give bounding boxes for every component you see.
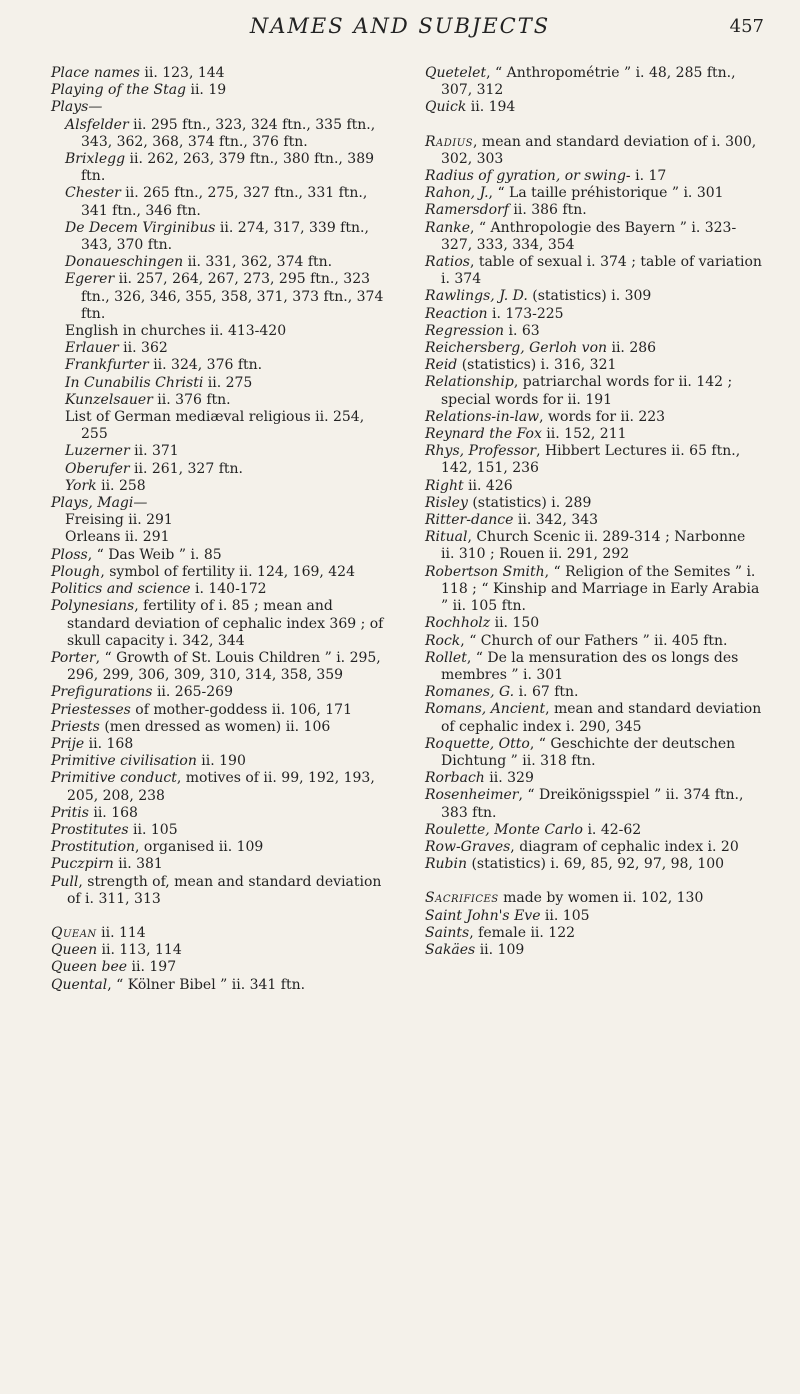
index-entry-locators: (statistics) i. 69, 85, 92, 97, 98, 100 <box>467 856 725 873</box>
index-entry <box>51 495 389 512</box>
index-entry-heading: Rubin <box>425 856 468 873</box>
index-entry <box>51 409 389 443</box>
index-entry <box>425 633 763 650</box>
index-entry-locators: , “ De la mensuration des os longs des membres ” i. 301 <box>441 649 739 683</box>
index-entry-locators: ii. 114 <box>96 924 146 941</box>
index-entry-heading: Frankfurter <box>65 357 149 374</box>
index-entry <box>425 822 763 839</box>
index-entry <box>51 598 389 650</box>
index-entry <box>425 478 763 495</box>
index-entry <box>425 942 763 959</box>
index-entry-heading: Priestesses <box>51 701 131 718</box>
page-header <box>0 14 800 50</box>
index-entry-heading: Pull <box>51 873 79 890</box>
index-entry-heading: Romans, Ancient <box>425 701 546 718</box>
index-entry <box>51 99 389 116</box>
page-number: 457 <box>729 16 764 37</box>
index-entry <box>51 529 389 546</box>
index-entry-locators: (statistics) i. 316, 321 <box>457 357 617 374</box>
index-entry <box>51 443 389 460</box>
index-entry-locators: , “ La taille préhistorique ” i. 301 <box>488 185 724 202</box>
index-entry-locators: , table of sexual i. 374 ; table of variation i. 374 <box>441 254 762 288</box>
index-entry-heading: Prefigurations <box>51 684 153 701</box>
index-entry <box>425 495 763 512</box>
index-entry <box>425 564 763 616</box>
index-entry-heading: Prije <box>51 735 85 752</box>
index-entry-heading: Reaction <box>425 305 488 322</box>
index-entry-heading: Playing of the Stag <box>51 82 187 99</box>
index-entry <box>425 254 763 288</box>
index-entry-locators: ii. 295 ftn., 323, 324 ftn., 335 ftn., 343, 362, 368, 374 ftn., 376 ftn. <box>81 116 376 150</box>
index-entry-heading: Rosenheimer <box>425 787 519 804</box>
index-entry <box>51 650 389 684</box>
index-entry-heading: Plays— <box>51 99 103 116</box>
index-entry <box>51 684 389 701</box>
index-entry <box>51 271 389 323</box>
index-entry <box>425 168 763 185</box>
index-entry <box>51 822 389 839</box>
index-entry-heading: Roquette, Otto <box>425 735 530 752</box>
index-entry-heading: Queen <box>51 942 98 959</box>
index-entry-heading: Brixlegg <box>65 151 126 168</box>
index-entry <box>51 547 389 564</box>
index-entry-locators: i. 67 ftn. <box>514 684 579 701</box>
index-entry-heading: Quetelet <box>425 65 487 81</box>
index-entry-locators: ii. 105 <box>128 821 178 838</box>
index-entry-locators: (statistics) i. 309 <box>527 288 652 305</box>
index-entry-locators: , diagram of cephalic index i. 20 <box>510 838 739 855</box>
index-entry-locators: , “ Religion of the Semites ” i. 118 ; “ Kinship and Marriage in Early Arabia ” ii. 105 ftn. <box>441 563 760 615</box>
index-entry <box>425 99 763 116</box>
index-entry-locators: of mother-goddess ii. 106, 171 <box>130 701 352 718</box>
index-entry-heading: De Decem Virginibus <box>65 219 216 236</box>
index-entry-heading: Rawlings, J. D. <box>425 288 528 305</box>
index-column-right <box>425 65 763 959</box>
index-entry <box>425 323 763 340</box>
index-entry <box>425 374 763 408</box>
index-entry-locators: ii. 426 <box>463 477 513 494</box>
index-entry-heading: Relationship <box>425 374 514 391</box>
index-entry <box>51 856 389 873</box>
index-entry-locators: , mean and standard deviation of cephalic index i. 290, 345 <box>441 701 762 735</box>
index-entry-heading: Quental <box>51 976 108 993</box>
index-entry <box>425 202 763 219</box>
index-entry-heading: Saints <box>425 924 470 941</box>
index-entry-heading: Rhys, Professor <box>425 443 537 460</box>
index-entry <box>51 942 389 959</box>
index-entry-locators: ii. 168 <box>84 735 134 752</box>
index-entry-locators: ii. 257, 264, 267, 273, 295 ftn., 323 ftn., 326, 346, 355, 358, 371, 373 ftn., 374 ftn. <box>81 271 384 322</box>
index-entry <box>51 839 389 856</box>
index-entry-locators: ii. 258 <box>96 477 146 494</box>
index-entry-locators: ii. 324, 376 ftn. <box>148 357 263 374</box>
index-entry <box>425 443 763 477</box>
index-entry <box>425 340 763 357</box>
index-entry-heading: Ritter-dance <box>425 512 514 529</box>
index-entry-heading: York <box>65 477 97 494</box>
index-entry-locators: ii. 109 <box>475 941 525 958</box>
index-entry <box>51 977 389 994</box>
index-entry <box>425 529 763 563</box>
index-entry-heading: Rochholz <box>425 615 491 632</box>
index-entry <box>51 478 389 495</box>
index-entry-locators: ii. 381 <box>113 856 163 873</box>
index-entry-heading: Oberufer <box>65 460 130 477</box>
index-entry-locators: , “ Dreikönigsspiel ” ii. 374 ftn., 383 ftn. <box>441 787 744 821</box>
index-entry-locators: , female ii. 122 <box>469 924 576 941</box>
index-entry <box>425 615 763 632</box>
index-entry-locators: English in churches ii. 413-420 <box>65 323 287 340</box>
index-entry-locators: ii. 105 <box>540 907 590 924</box>
index-entry-heading: Egerer <box>65 271 115 288</box>
index-entry <box>51 770 389 804</box>
index-entry-locators: , “ Geschichte der deutschen Dichtung ” ii. 318 ftn. <box>441 735 736 769</box>
index-entry <box>51 959 389 976</box>
index-entry-heading: Sacrifices <box>425 890 499 907</box>
index-entry <box>425 701 763 735</box>
index-entry <box>425 856 763 873</box>
index-entry-locators: ii. 265 ftn., 275, 327 ftn., 331 ftn., 341 ftn., 346 ftn. <box>81 185 368 219</box>
index-entry-heading: Primitive civilisation <box>51 753 197 770</box>
index-entry <box>425 357 763 374</box>
index-column-left <box>51 65 389 994</box>
index-entry-locators: , Church Scenic ii. 289-314 ; Narbonne ii. 310 ; Rouen ii. 291, 292 <box>441 529 746 563</box>
index-entry <box>51 65 389 82</box>
index-entry-heading: Rock <box>425 632 461 649</box>
index-entry <box>425 512 763 529</box>
index-entry <box>51 357 389 374</box>
index-entry-heading: Place names <box>51 65 140 81</box>
index-entry-locators: i. 42-62 <box>583 821 642 838</box>
index-entry <box>425 409 763 426</box>
index-entry <box>425 684 763 701</box>
index-entry-locators: , “ Anthropologie des Bayern ” i. 323-327, 333, 334, 354 <box>441 219 737 253</box>
index-entry-heading: Risley <box>425 494 468 511</box>
index-entry <box>51 151 389 185</box>
index-entry-heading: Priests <box>51 718 100 735</box>
index-entry-locators: , symbol of fertility ii. 124, 169, 424 <box>100 563 356 580</box>
index-entry-heading: Prostitutes <box>51 821 129 838</box>
index-entry-locators: ii. 194 <box>466 99 516 116</box>
index-entry <box>51 512 389 529</box>
index-entry-heading: Ratios <box>425 254 470 271</box>
index-entry <box>425 839 763 856</box>
index-entry <box>51 581 389 598</box>
index-entry-heading: Rorbach <box>425 770 485 787</box>
index-entry-locators: Freising ii. 291 <box>65 512 173 529</box>
index-entry-heading: Alsfelder <box>65 116 129 133</box>
index-entry-heading: Roulette, Monte Carlo <box>425 821 583 838</box>
index-entry-locators: ii. 286 <box>607 340 657 357</box>
index-entry-locators: , words for ii. 223 <box>539 408 666 425</box>
index-entry-locators: ii. 197 <box>127 959 177 976</box>
index-entry <box>425 908 763 925</box>
index-entry-heading: Regression <box>425 322 505 339</box>
index-entry <box>51 220 389 254</box>
index-entry-locators: , fertility of i. 85 ; mean and standard deviation of cephalic index 369 ; of skull capacity i. 342, 344 <box>67 598 384 649</box>
index-entry-locators: made by women ii. 102, 130 <box>498 890 704 907</box>
index-entry-locators: ii. 275 <box>203 374 253 391</box>
index-entry <box>51 375 389 392</box>
index-entry-heading: Quean <box>51 924 97 941</box>
index-entry-locators: ii. 19 <box>186 82 227 99</box>
index-entry-locators: ii. 342, 343 <box>513 512 599 529</box>
index-entry <box>425 185 763 202</box>
index-entry-locators: i. 17 <box>630 168 667 185</box>
index-entry <box>425 220 763 254</box>
index-entry <box>51 117 389 151</box>
index-entry-heading: Chester <box>65 185 121 202</box>
index-entry-locators: ii. 168 <box>88 804 138 821</box>
index-entry-heading: Pritis <box>51 804 89 821</box>
index-entry-heading: Luzerner <box>65 443 130 460</box>
index-entry-locators: List of German mediæval religious ii. 254, 255 <box>65 409 365 443</box>
index-entry-locators: , organised ii. 109 <box>135 839 264 856</box>
index-entry-heading: Reichersberg, Gerloh von <box>425 340 608 357</box>
index-entry <box>51 185 389 219</box>
index-entry-locators: , “ Church of our Fathers ” ii. 405 ftn. <box>460 632 728 649</box>
index-entry-locators: ii. 123, 144 <box>139 65 225 81</box>
index-entry <box>51 736 389 753</box>
index-entry-heading: Right <box>425 477 464 494</box>
index-entry-locators: , “ Kölner Bibel ” ii. 341 ftn. <box>107 976 306 993</box>
index-entry <box>51 564 389 581</box>
index-entry-locators: Orleans ii. 291 <box>65 529 170 546</box>
index-entry-heading: In Cunabilis Christi <box>65 374 204 391</box>
index-entry <box>425 288 763 305</box>
index-entry <box>425 770 763 787</box>
index-entry-locators: i. 63 <box>504 322 540 339</box>
index-entry-heading: Donaueschingen <box>65 254 184 271</box>
index-entry <box>51 392 389 409</box>
index-entry-heading: Puczpirn <box>51 856 114 873</box>
index-entry-locators: ii. 331, 362, 374 ftn. <box>183 254 333 271</box>
index-entry-heading: Ranke <box>425 219 470 236</box>
index-entry <box>425 650 763 684</box>
index-entry-heading: Reynard the Fox <box>425 426 542 443</box>
index-entry <box>51 461 389 478</box>
running-title: NAMES AND SUBJECTS <box>249 14 551 38</box>
index-entry-locators: ii. 113, 114 <box>97 942 182 959</box>
index-entry <box>425 306 763 323</box>
index-entry-locators: ii. 152, 211 <box>541 426 627 443</box>
index-entry-heading: Plays, Magi— <box>51 495 148 512</box>
index-entry-locators: ii. 386 ftn. <box>508 202 587 219</box>
index-entry-heading: Rollet <box>425 649 467 666</box>
index-entry-heading: Primitive conduct <box>51 770 177 787</box>
index-entry-heading: Queen bee <box>51 959 128 976</box>
index-entry <box>425 736 763 770</box>
index-entry-heading: Radius <box>425 133 474 150</box>
index-entry <box>51 874 389 908</box>
index-entry-locators: , patriarchal words for ii. 142 ; special words for ii. 191 <box>441 374 733 408</box>
index-entry-heading: Ramersdorf <box>425 202 509 219</box>
index-entry-heading: Politics and science <box>51 581 191 598</box>
index-entry-locators: ii. 262, 263, 379 ftn., 380 ftn., 389 ftn. <box>81 151 375 185</box>
index-entry <box>51 254 389 271</box>
index-entry-locators: , “ Anthropométrie ” i. 48, 285 ftn., 307, 312 <box>441 65 736 99</box>
index-entry-locators: ii. 274, 317, 339 ftn., 343, 370 ftn. <box>81 219 369 254</box>
index-entry <box>425 65 763 99</box>
index-entry-locators: ii. 376 ftn. <box>152 391 231 408</box>
index-entry-locators: ii. 190 <box>196 753 246 770</box>
index-entry <box>425 787 763 821</box>
index-entry-heading: Radius of gyration, or swing- <box>425 168 631 185</box>
index-entry <box>51 82 389 99</box>
index-entry-heading: Row-Graves <box>425 838 511 855</box>
index-entry-locators: ii. 261, 327 ftn. <box>129 460 243 477</box>
index-entry-heading: Romanes, G. <box>425 684 515 701</box>
index-entry-locators: , “ Das Weib ” i. 85 <box>87 546 222 563</box>
index-entry-heading: Quick <box>425 99 467 116</box>
index-entry-heading: Ploss <box>51 546 88 563</box>
index-entry <box>51 702 389 719</box>
index-entry <box>51 925 389 942</box>
index-entry-heading: Relations-in-law <box>425 408 540 425</box>
index-entry <box>425 134 763 168</box>
index-entry-locators: , mean and standard deviation of i. 300, 302, 303 <box>441 133 757 167</box>
index-entry-heading: Saint John's Eve <box>425 907 541 924</box>
index-entry-heading: Polynesians <box>51 598 135 615</box>
index-entry-locators: , strength of, mean and standard deviation of i. 311, 313 <box>67 873 382 907</box>
index-entry-heading: Kunzelsauer <box>65 391 153 408</box>
index-entry-heading: Rahon, J. <box>425 185 489 202</box>
index-entry-heading: Reid <box>425 357 458 374</box>
index-entry <box>425 426 763 443</box>
index-entry <box>51 340 389 357</box>
index-entry <box>425 925 763 942</box>
index-entry <box>51 753 389 770</box>
index-entry-locators: (statistics) i. 289 <box>467 494 592 511</box>
index-entry-locators: ii. 362 <box>118 340 168 357</box>
index-entry-heading: Porter <box>51 649 96 666</box>
index-entry-locators: , Hibbert Lectures ii. 65 ftn., 142, 151, 236 <box>441 443 741 477</box>
index-entry <box>51 805 389 822</box>
index-entry <box>51 323 389 340</box>
index-entry-heading: Plough <box>51 563 101 580</box>
index-entry-locators: i. 173-225 <box>487 305 564 322</box>
index-entry-heading: Robertson Smith <box>425 563 545 580</box>
index-entry-heading: Erlauer <box>65 340 119 357</box>
index-entry-heading: Prostitution <box>51 839 136 856</box>
index-entry-locators: , “ Growth of St. Louis Children ” i. 295, 296, 299, 306, 309, 310, 314, 358, 359 <box>67 649 381 684</box>
index-entry-locators: i. 140-172 <box>190 581 267 598</box>
index-entry <box>425 890 763 907</box>
index-entry-locators: ii. 150 <box>490 615 540 632</box>
index-entry-locators: ii. 329 <box>484 770 534 787</box>
index-entry-locators: ii. 371 <box>129 443 179 460</box>
index-entry-heading: Ritual <box>425 529 468 546</box>
index-entry-locators: (men dressed as women) ii. 106 <box>99 718 331 735</box>
index-entry-locators: ii. 265-269 <box>152 684 233 701</box>
index-entry <box>51 719 389 736</box>
index-entry-heading: Sakäes <box>425 941 476 958</box>
index-entry-locators: , motives of ii. 99, 192, 193, 205, 208, 238 <box>67 770 375 804</box>
